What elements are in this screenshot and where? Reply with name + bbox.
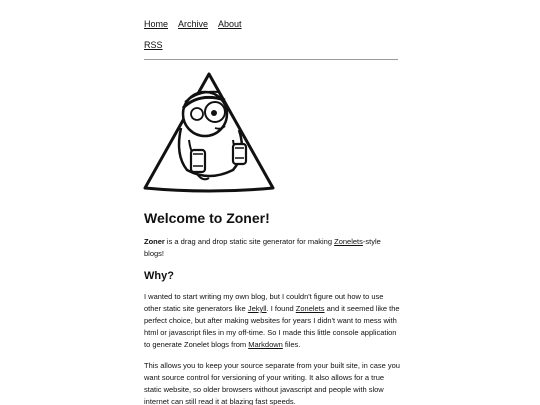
p1-text-2: . I found bbox=[266, 304, 296, 313]
jekyll-link[interactable]: Jekyll bbox=[247, 304, 267, 313]
why-paragraph-1 bbox=[144, 291, 400, 351]
turtle-mascot-icon bbox=[141, 70, 277, 194]
why-paragraph-2: This allows you to keep your source separate from your built site, in case you want source control for versioning of your writing. It also allows for a true static website, so older browsers without javascript and people with slow internet can still read it at blazing fast speeds. bbox=[144, 361, 400, 405]
zonelets-link[interactable]: Zonelets bbox=[334, 237, 363, 246]
intro-paragraph bbox=[144, 236, 398, 260]
nav-archive-link[interactable]: Archive bbox=[178, 19, 209, 29]
intro-text-1: is a drag and drop static site generator for making bbox=[164, 237, 335, 246]
header-divider bbox=[144, 59, 398, 60]
p1-text-1: I wanted to start writing my own blog, but I couldn't figure out how to use other static site generators like bbox=[144, 292, 384, 313]
p1-text-3: and it seemed like the perfect choice, but after making websites for years I didn't want to mess with html or javascript files in my off-time. So I made this little console application to generate Zonelet blogs from bbox=[144, 304, 400, 349]
nav-home-link[interactable]: Home bbox=[144, 19, 169, 29]
intro-product-name: Zoner bbox=[144, 237, 165, 246]
header bbox=[144, 0, 398, 68]
p1-text-4: files. bbox=[282, 340, 301, 349]
why-heading: Why? bbox=[144, 270, 174, 282]
nav-rss-link[interactable]: RSS bbox=[144, 40, 163, 50]
nav-about-link[interactable]: About bbox=[218, 19, 242, 29]
intro-text-2: -style blogs! bbox=[144, 237, 381, 258]
markdown-link[interactable]: Markdown bbox=[248, 340, 283, 349]
rss-row bbox=[144, 38, 398, 52]
zonelets-link-2[interactable]: Zonelets bbox=[295, 304, 325, 313]
page-title: Welcome to Zoner! bbox=[144, 210, 270, 226]
top-nav bbox=[144, 17, 398, 31]
